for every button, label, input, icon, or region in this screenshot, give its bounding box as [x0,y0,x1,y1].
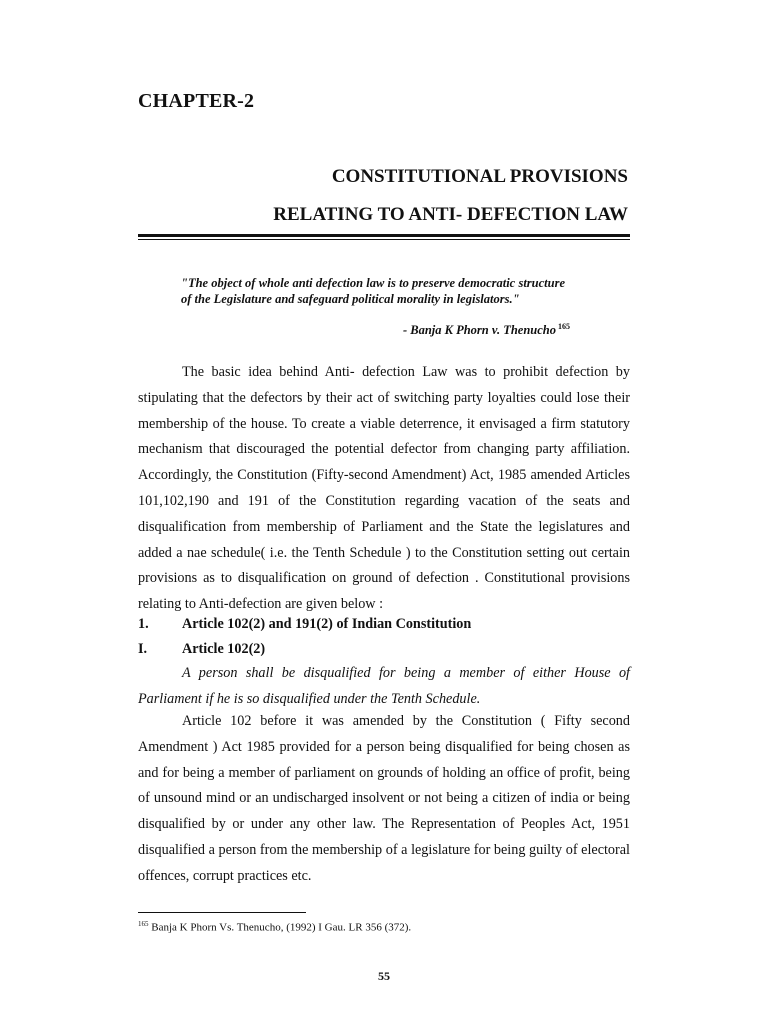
footnote-reference: 165 [558,322,570,331]
epigraph-attribution-text: - Banja K Phorn v. Thenucho [402,323,556,338]
epigraph-quote: "The object of whole anti defection law is to preserve democratic structure of the Legislature and safeguard political morality in legislators." [181,276,565,306]
subsection-title: Article 102(2) [182,641,266,657]
intro-paragraph [138,360,630,618]
article-text-content: A person shall be disqualified for being a member of either House of Parliament if he is so disqualified under the Tenth Schedule. [138,665,630,707]
section-title: Article 102(2) and 191(2) of Indian Constitution [182,616,472,632]
body-paragraph-text: Article 102 before it was amended by the Constitution ( Fifty second Amendment ) Act 1985 provided for a person being disqualified for being chosen as and for being a member of parliament on grounds of holding an office of profit, being of unsound mind or an undischarged insolvent or not being a citizen of india or being disqualified by or under any other law. The Representation of Peoples Act, 1951 disqualified a person from the membership of a legislature for being guilty of electoral offences, corrupt practices etc. [138,713,630,884]
subsection-number: I. [138,641,148,657]
intro-paragraph-text: The basic idea behind Anti- defection Law was to prohibit defection by stipulating that the defectors by their act of switching party loyalties could lose their membership of the house. To create a viable deterrence, it envisaged a firm statutory mechanism that discouraged the potential defector from changing party affiliation. Accordingly, the Constitution (Fifty-second Amendment) Act, 1985 amended Articles 101,102,190 and 191 of the Constitution regarding vacation of the seats and disqualification from membership of Parliament and the State the legislatures and added a nae schedule( i.e. the Tenth Schedule ) to the Constitution setting out certain provisions as to disqualification on ground of defection . Constitutional provisions relating to Anti-defection are given below : [138,364,630,613]
chapter-title-line-1: CONSTITUTIONAL PROVISIONS [331,166,628,187]
chapter-title-line-2: RELATING TO ANTI- DEFECTION LAW [273,204,628,225]
page-number: 55 [378,969,390,983]
article-text [138,661,630,713]
body-paragraph [138,709,630,890]
subsection-heading [138,641,630,658]
chapter-label: CHAPTER-2 [138,90,255,112]
footnote-divider [138,912,306,913]
footnote [138,920,411,934]
title-rule-thin [138,239,630,240]
section-heading [138,616,630,633]
section-number: 1. [138,616,149,632]
title-rule-thick [138,234,630,237]
footnote-marker: 165 [138,920,149,928]
footnote-text: Banja K Phorn Vs. Thenucho, (1992) I Gau. LR 356 (372). [151,921,412,934]
epigraph-attribution [403,322,570,338]
